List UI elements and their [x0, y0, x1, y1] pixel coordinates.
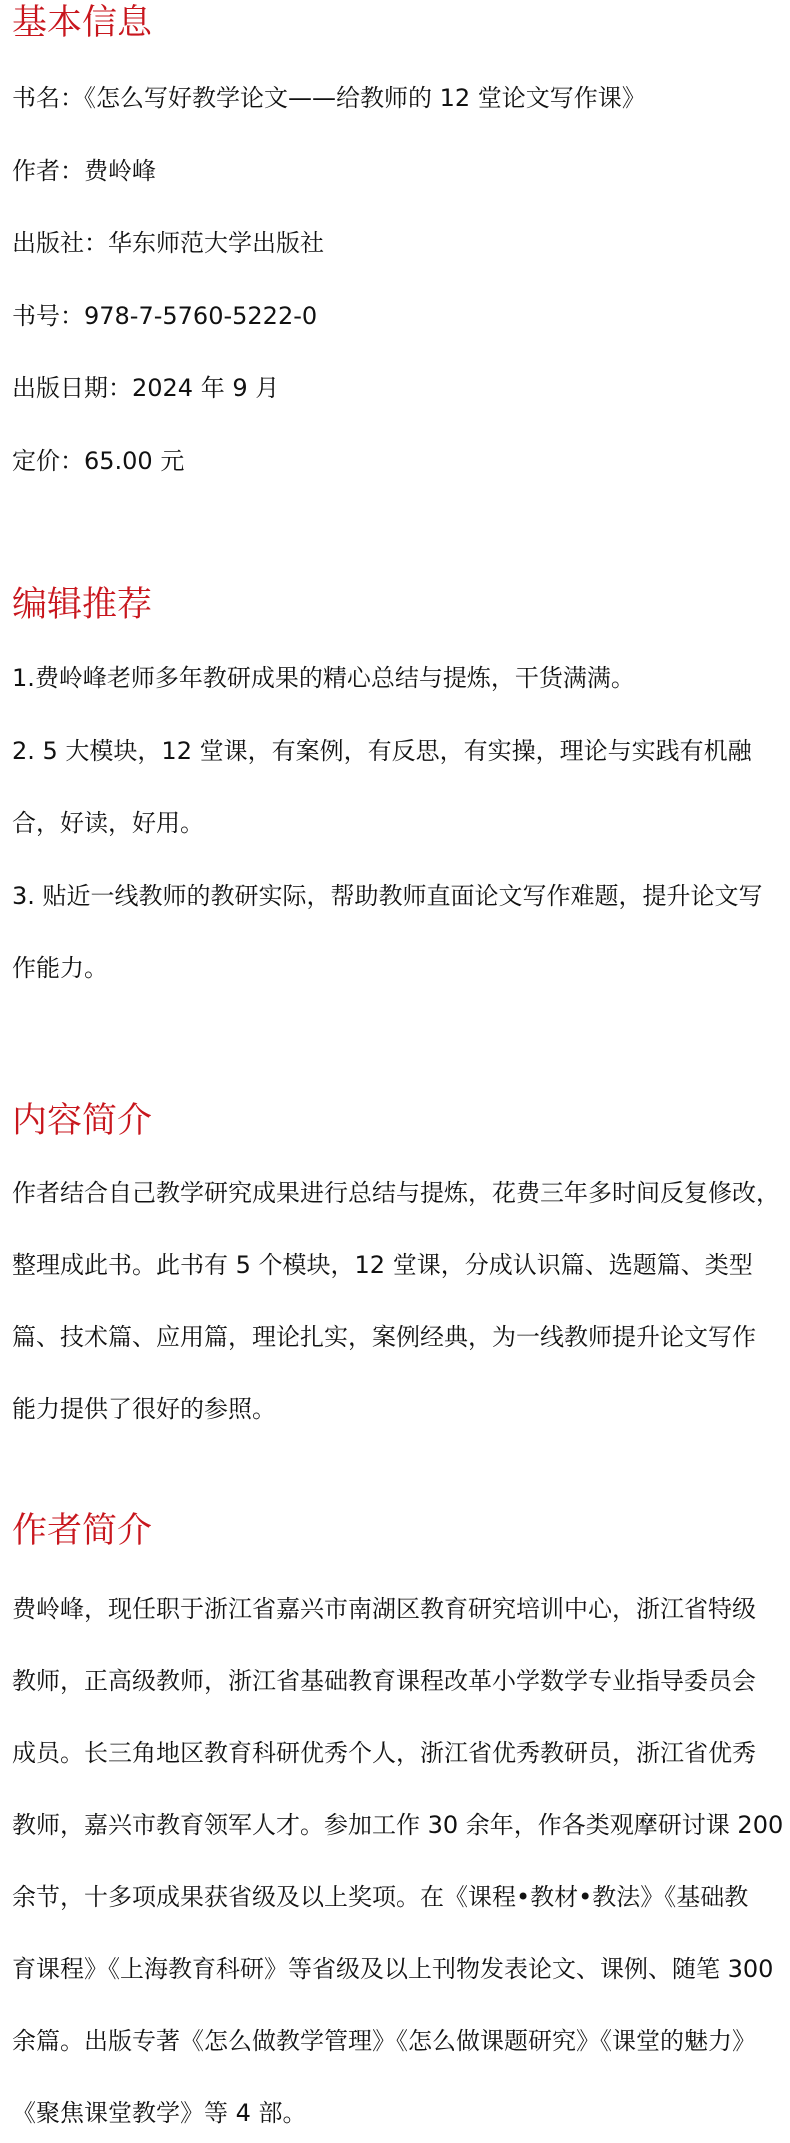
recommendation-line: 作能力。	[12, 954, 108, 982]
bio-line: 成员。长三角地区教育科研优秀个人，浙江省优秀教研员，浙江省优秀	[12, 1739, 756, 1767]
bio-line: 育课程》《上海教育科研》等省级及以上刊物发表论文、课例、随笔 300	[12, 1955, 774, 1983]
isbn-line: 书号：978-7-5760-5222-0	[12, 302, 318, 330]
publish-date-line: 出版日期：2024 年 9 月	[12, 374, 280, 402]
editor-recommendation-heading: 编辑推荐	[12, 585, 153, 625]
recommendation-line: 合，好读，好用。	[12, 809, 204, 837]
bio-line: 《聚焦课堂教学》等 4 部。	[12, 2099, 307, 2127]
author-bio-heading: 作者简介	[12, 1511, 153, 1551]
summary-line: 整理成此书。此书有 5 个模块，12 堂课，分成认识篇、选题篇、类型	[12, 1251, 753, 1279]
recommendation-line: 2. 5 大模块，12 堂课，有案例，有反思，有实操，理论与实践有机融	[12, 737, 752, 765]
bio-line: 教师，正高级教师，浙江省基础教育课程改革小学数学专业指导委员会	[12, 1667, 756, 1695]
content-summary-heading: 内容简介	[12, 1101, 153, 1141]
recommendation-line: 1.费岭峰老师多年教研成果的精心总结与提炼，干货满满。	[12, 664, 635, 692]
summary-line: 作者结合自己教学研究成果进行总结与提炼，花费三年多时间反复修改，	[12, 1179, 780, 1207]
summary-line: 篇、技术篇、应用篇，理论扎实，案例经典，为一线教师提升论文写作	[12, 1323, 756, 1351]
summary-line: 能力提供了很好的参照。	[12, 1395, 276, 1423]
basic-info-heading: 基本信息	[12, 3, 153, 43]
bio-line: 余篇。出版专著《怎么做教学管理》《怎么做课题研究》《课堂的魅力》	[12, 2027, 756, 2055]
price-line: 定价：65.00 元	[12, 447, 185, 475]
recommendation-line: 3. 贴近一线教师的教研实际，帮助教师直面论文写作难题，提升论文写	[12, 882, 763, 910]
bio-line: 余节，十多项成果获省级及以上奖项。在《课程•教材•教法》《基础教	[12, 1883, 749, 1911]
book-title-line: 书名：《怎么写好教学论文——给教师的 12 堂论文写作课》	[12, 84, 646, 112]
bio-line: 教师，嘉兴市教育领军人才。参加工作 30 余年，作各类观摩研讨课 200	[12, 1811, 784, 1839]
bio-line: 费岭峰，现任职于浙江省嘉兴市南湖区教育研究培训中心，浙江省特级	[12, 1595, 756, 1623]
author-line: 作者：费岭峰	[12, 157, 156, 185]
publisher-line: 出版社：华东师范大学出版社	[12, 229, 324, 257]
